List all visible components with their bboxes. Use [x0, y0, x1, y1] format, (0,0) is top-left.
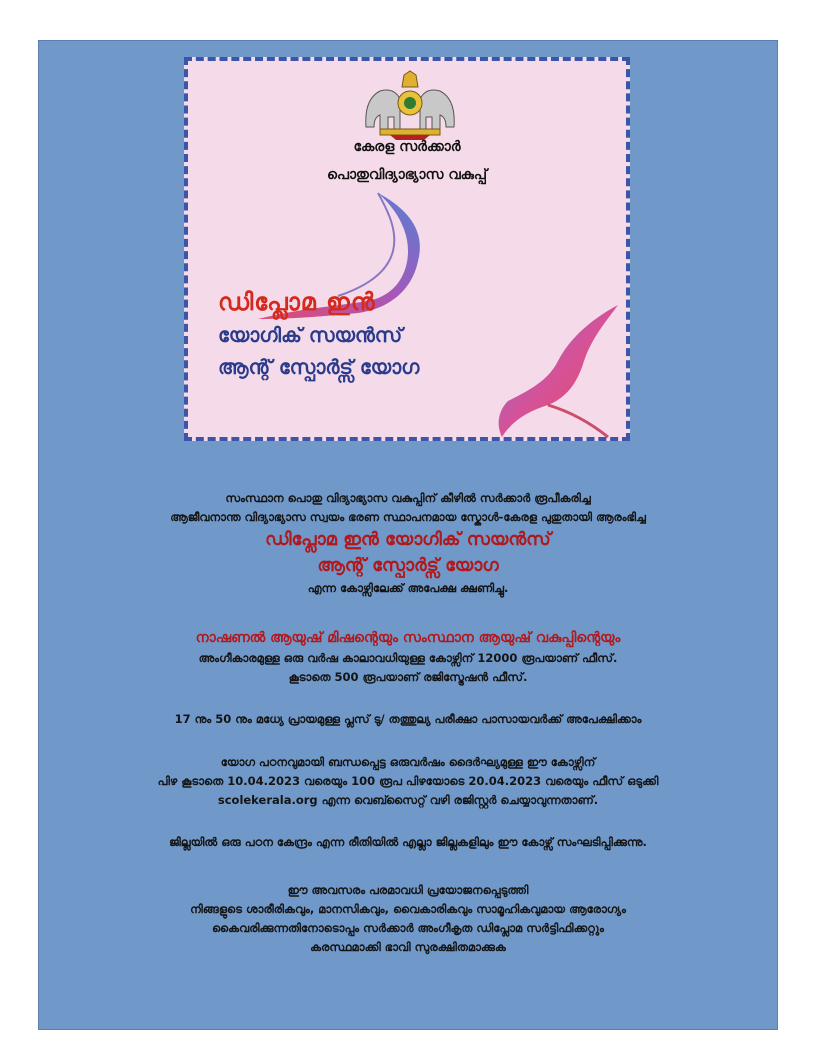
intro-line: സംസ്ഥാന പൊതു വിദ്യാഭ്യാസ വകുപ്പിന് കീഴിൽ സർക്കാർ രൂപീകരിച്ച: [225, 491, 591, 505]
registration-line: പിഴ കൂടാതെ 10.04.2023 വരെയും 100 രൂപ പിഴയോടെ 20.04.2023 വരെയും ഫീസ് ഒടുക്കി: [157, 774, 659, 788]
closing-section: [39, 881, 777, 957]
registration-line: യോഗ പഠനവുമായി ബന്ധപ്പെട്ട ഒരുവർഷം ദൈർഘ്യമുള്ള ഈ കോഴ്സിന്: [220, 755, 596, 769]
course-title-line-1: ഡിപ്ലോമ ഇൻ: [218, 288, 376, 316]
centres-section: [39, 833, 777, 852]
yoga-figure-ribbon-icon: [488, 301, 628, 441]
fees-heading: നാഷണൽ ആയുഷ് മിഷന്റെയും സംസ്ഥാന ആയുഷ് വകുപ്പിന്റെയും: [195, 630, 621, 646]
registration-line: scolekerala.org എന്ന വെബ്സൈറ്റ് വഴി രജിസ്റ്റർ ചെയ്യാവുന്നതാണ്.: [217, 793, 599, 807]
course-title-line-3: ആന്റ് സ്പോർട്സ് യോഗ: [218, 355, 420, 379]
fees-line: അംഗീകാരമുള്ള ഒരു വർഷ കാലാവധിയുള്ള കോഴ്സിന് 12000 രൂപയാണ് ഫീസ്.: [198, 651, 618, 665]
kerala-emblem-icon: [360, 69, 460, 141]
intro-line: എന്ന കോഴ്സിലേക്ക് അപേക്ഷ ക്ഷണിച്ചു.: [307, 581, 509, 595]
course-name-line: ഡിപ്ലോമ ഇൻ യോഗിക് സയൻസ്: [265, 529, 551, 550]
closing-line: കൈവരിക്കുന്നതിനോടൊപ്പം സർക്കാർ അംഗീകൃത ഡിപ്ലോമ സർട്ടിഫിക്കറ്റും: [212, 921, 604, 935]
title-card: [184, 57, 630, 441]
centres-line: ജില്ലയിൽ ഒരു പഠന കേന്ദ്രം എന്ന രീതിയിൽ എല്ലാ ജില്ലകളിലും ഈ കോഴ്സ് സംഘടിപ്പിക്കുന്നു.: [169, 835, 647, 849]
fees-section: [39, 627, 777, 687]
closing-line: കരസ്ഥമാക്കി ഭാവി സുരക്ഷിതമാക്കുക: [310, 940, 506, 954]
closing-line: നിങ്ങളുടെ ശാരീരികവും, മാനസികവും, വൈകാരികവും സാമൂഹികവുമായ ആരോഗ്യം: [190, 902, 626, 916]
eligibility-line: 17 നും 50 നും മധ്യേ പ്രായമുള്ള പ്ലസ് ടു/ തത്തുല്യ പരീക്ഷാ പാസായവർക്ക് അപേക്ഷിക്കാം: [174, 712, 642, 726]
closing-line: ഈ അവസരം പരമാവധി പ്രയോജനപ്പെടുത്തി: [287, 883, 529, 897]
department-name: പൊതുവിദ്യാഭ്യാസ വകുപ്പ്: [327, 167, 487, 183]
government-name: കേരള സർക്കാർ: [353, 139, 461, 155]
fees-line: കൂടാതെ 500 രൂപയാണ് രജിസ്ട്രേഷൻ ഫീസ്.: [288, 670, 528, 684]
registration-section: [39, 753, 777, 810]
intro-section: [39, 489, 777, 598]
course-title-line-2: യോഗിക് സയൻസ്: [218, 323, 403, 347]
poster: [38, 40, 778, 1030]
intro-line: ആജീവനാന്ത വിദ്യാഭ്യാസ സ്വയം ഭരണ സ്ഥാപനമായ സ്കോൾ-കേരള പുതുതായി ആരംഭിച്ച: [170, 510, 646, 524]
eligibility-section: [39, 710, 777, 729]
course-name-line: ആന്റ് സ്പോർട്സ് യോഗ: [317, 555, 499, 576]
